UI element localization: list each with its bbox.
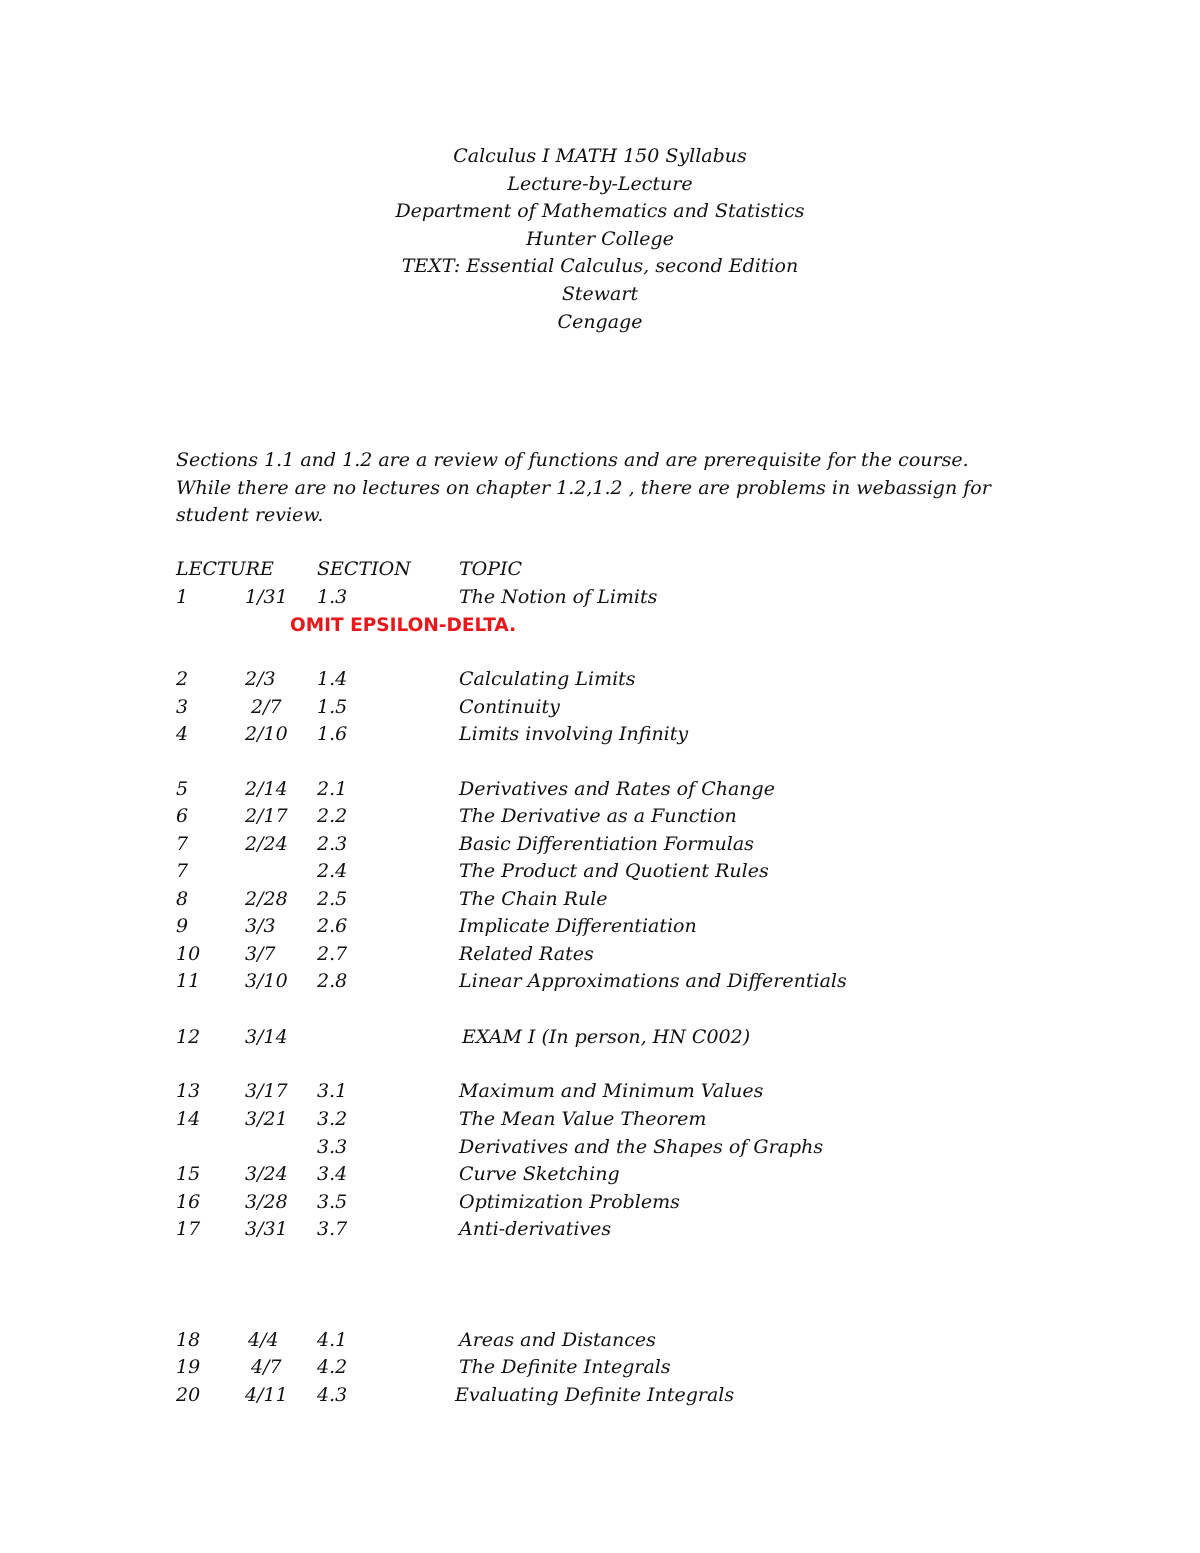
section-number: 3.1 — [317, 1080, 348, 1102]
lecture-number: 15 — [176, 1163, 201, 1185]
section-number: 2.4 — [317, 860, 348, 882]
lecture-number: 5 — [176, 778, 189, 800]
department: Department of Mathematics and Statistics — [395, 200, 805, 223]
lecture-date: 4/4 — [248, 1329, 279, 1351]
topic: Areas and Distances — [459, 1329, 656, 1351]
section-number: 2.5 — [317, 888, 348, 910]
lecture-number: 11 — [176, 970, 201, 992]
lecture-date: 2/14 — [245, 778, 288, 800]
section-number: 3.7 — [317, 1218, 348, 1240]
section-number: 2.6 — [317, 915, 348, 937]
lecture-date: 2/3 — [245, 668, 276, 690]
lecture-number: 1 — [176, 586, 189, 608]
topic: Linear Approximations and Differentials — [459, 970, 847, 992]
topic: The Mean Value Theorem — [459, 1108, 707, 1130]
section-number: 1.4 — [317, 668, 348, 690]
topic: The Product and Quotient Rules — [459, 860, 769, 882]
lecture-number: 8 — [176, 888, 189, 910]
lecture-number: 18 — [176, 1329, 201, 1351]
topic: Derivatives and Rates of Change — [459, 778, 775, 800]
lecture-number: 16 — [176, 1191, 201, 1213]
topic: Related Rates — [459, 943, 594, 965]
topic: Anti-derivatives — [459, 1218, 612, 1240]
lecture-date: 1/31 — [245, 586, 288, 608]
topic: The Definite Integrals — [459, 1356, 671, 1378]
topic: Maximum and Minimum Values — [459, 1080, 764, 1102]
topic: EXAM I (In person, HN C002) — [462, 1026, 751, 1048]
section-number: 1.3 — [317, 586, 348, 608]
college: Hunter College — [526, 227, 674, 250]
lecture-number: 3 — [176, 696, 189, 718]
topic: Derivatives and the Shapes of Graphs — [459, 1136, 824, 1158]
section-number: 2.3 — [317, 833, 348, 855]
lecture-date: 3/28 — [245, 1191, 288, 1213]
lecture-date: 3/17 — [245, 1080, 288, 1102]
topic: Implicate Differentiation — [459, 915, 697, 937]
lecture-number: 14 — [176, 1108, 201, 1130]
publisher: Cengage — [557, 310, 643, 333]
course-title: Calculus I MATH 150 Syllabus — [453, 145, 747, 167]
textbook: TEXT: Essential Calculus, second Edition — [401, 255, 799, 278]
lecture-number: 19 — [176, 1356, 201, 1378]
topic: Calculating Limits — [459, 668, 636, 690]
lecture-date: 3/7 — [245, 943, 276, 965]
topic: The Chain Rule — [459, 888, 608, 910]
section-number: 3.2 — [317, 1108, 348, 1130]
column-header-topic: TOPIC — [459, 558, 523, 580]
topic: Evaluating Definite Integrals — [455, 1384, 735, 1406]
lecture-date: 2/17 — [245, 805, 288, 827]
topic: Limits involving Infinity — [459, 723, 689, 745]
section-number: 3.5 — [317, 1191, 348, 1213]
lecture-date: 4/11 — [245, 1384, 288, 1406]
topic: The Derivative as a Function — [459, 805, 737, 827]
section-number: 2.7 — [317, 943, 348, 965]
topic: Continuity — [459, 696, 560, 718]
section-number: 4.3 — [317, 1384, 348, 1406]
lecture-date: 2/28 — [245, 888, 288, 910]
column-header-section: SECTION — [317, 558, 411, 580]
section-number: 2.2 — [317, 805, 348, 827]
omit-note: OMIT EPSILON-DELTA. — [290, 615, 517, 636]
lecture-date: 3/31 — [245, 1218, 288, 1240]
intro-paragraph: Sections 1.1 and 1.2 are a review of functions and are prerequisite for the course. While there are no lectures on chapter 1.2,1.2 , there are problems in webassign for student review. — [176, 449, 991, 527]
lecture-number: 10 — [176, 943, 201, 965]
lecture-date: 3/24 — [245, 1163, 288, 1185]
lecture-date: 2/10 — [245, 723, 288, 745]
author: Stewart — [561, 282, 639, 305]
topic: The Notion of Limits — [459, 586, 658, 608]
lecture-number: 13 — [176, 1080, 201, 1102]
lecture-number: 20 — [176, 1384, 201, 1406]
topic: Optimization Problems — [459, 1191, 680, 1213]
lecture-number: 7 — [176, 833, 189, 855]
topic: Curve Sketching — [459, 1163, 620, 1185]
lecture-date: 4/7 — [251, 1356, 282, 1378]
lecture-date: 2/7 — [251, 696, 282, 718]
section-number: 3.3 — [317, 1136, 348, 1158]
lecture-number: 7 — [176, 860, 189, 882]
lecture-date: 3/21 — [245, 1108, 288, 1130]
section-number: 2.8 — [317, 970, 348, 992]
subtitle: Lecture-by-Lecture — [507, 172, 693, 195]
lecture-number: 9 — [176, 915, 189, 937]
section-number: 1.5 — [317, 696, 348, 718]
lecture-number: 12 — [176, 1026, 201, 1048]
lecture-date: 3/10 — [245, 970, 288, 992]
lecture-number: 4 — [176, 723, 189, 745]
lecture-number: 6 — [176, 805, 189, 827]
lecture-date: 3/3 — [245, 915, 276, 937]
section-number: 2.1 — [317, 778, 348, 800]
topic: Basic Differentiation Formulas — [459, 833, 754, 855]
section-number: 4.2 — [317, 1356, 348, 1378]
section-number: 4.1 — [317, 1329, 348, 1351]
lecture-number: 2 — [176, 668, 189, 690]
lecture-date: 2/24 — [245, 833, 288, 855]
section-number: 1.6 — [317, 723, 348, 745]
column-header-lecture: LECTURE — [176, 558, 274, 580]
section-number: 3.4 — [317, 1163, 348, 1185]
lecture-number: 17 — [176, 1218, 201, 1240]
lecture-date: 3/14 — [245, 1026, 288, 1048]
